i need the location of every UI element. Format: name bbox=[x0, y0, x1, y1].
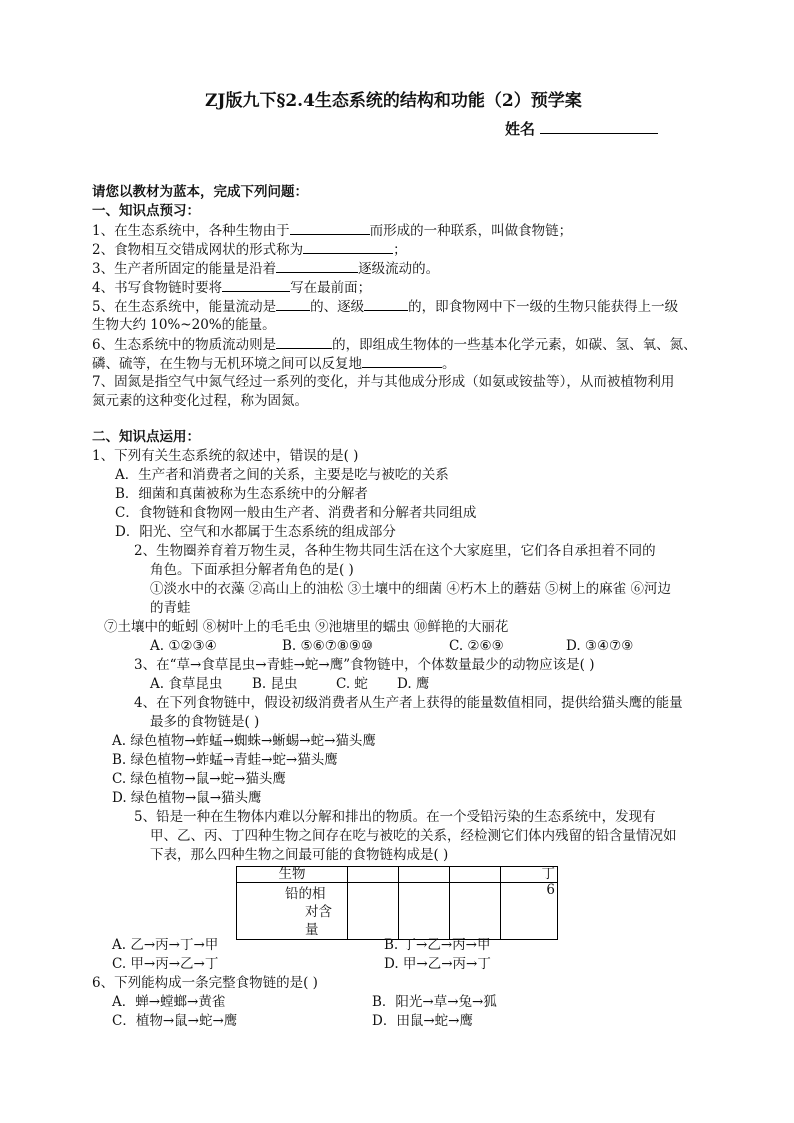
answer-blank[interactable] bbox=[362, 354, 442, 368]
table-cell bbox=[450, 883, 501, 940]
lead-content-table bbox=[236, 866, 558, 940]
s2-q4-option-b[interactable]: B. 绿色植物→蚱蜢→青蛙→蛇→猫头鹰 bbox=[112, 752, 338, 768]
s2-q5-option-b[interactable]: B. 丁→乙→丙→甲 bbox=[384, 937, 491, 953]
table-cell-ding-value: 6 bbox=[501, 883, 558, 940]
s2-q4-option-c[interactable]: C. 绿色植物→鼠→蛇→猫头鹰 bbox=[112, 771, 286, 787]
s2-q2: 2、生物圈养育着万物生灵，各种生物共同生活在这个大家庭里，它们各自承担着不同的 bbox=[134, 543, 656, 559]
s1-q5: 5、在生态系统中，能量流动是 的、逐级 的，即食物网中下一级的生物只能获得上一级 bbox=[92, 299, 679, 315]
s2-q6-option-b[interactable]: B．阳光→草→兔→狐 bbox=[372, 994, 497, 1010]
s2-q2-cont: 角色。下面承担分解者角色的是( ) bbox=[150, 562, 354, 578]
answer-blank[interactable] bbox=[276, 259, 358, 273]
s2-q1-option-c[interactable]: C．食物链和食物网一般由生产者、消费者和分解者共同组成 bbox=[115, 505, 477, 521]
row-label-line: 量 bbox=[305, 922, 319, 938]
s1-q4: 4、书写食物链时要将 写在最前面； bbox=[92, 280, 372, 296]
s2-q4-cont: 最多的食物链是( ) bbox=[150, 714, 260, 730]
s2-q4: 4、在下列食物链中，假设初级消费者从生产者上获得的能量数值相同，提供给猫头鹰的能量 bbox=[134, 695, 683, 711]
answer-blank[interactable] bbox=[290, 221, 370, 235]
s2-q1-option-b[interactable]: B．细菌和真菌被称为生态系统中的分解者 bbox=[115, 486, 368, 502]
s2-q5-option-c[interactable]: C. 甲→丙→乙→丁 bbox=[112, 956, 219, 972]
s2-q3-option-a[interactable]: A. 食草昆虫 bbox=[150, 676, 223, 692]
name-label: 姓名 bbox=[505, 120, 536, 138]
row-label-line: 铅的相 bbox=[285, 886, 326, 902]
s1-q5-cont: 生物大约 10%~20%的能量。 bbox=[92, 317, 276, 333]
answer-blank[interactable] bbox=[364, 297, 408, 311]
answer-blank[interactable] bbox=[276, 335, 332, 349]
page-title: ZJ版九下§2.4生态系统的结构和功能（2）预学案 bbox=[205, 91, 582, 111]
s2-q3-option-d[interactable]: D. 鹰 bbox=[397, 676, 430, 692]
s1-q6-cont: 磷、硫等，在生物与无机环境之间可以反复地 。 bbox=[92, 356, 456, 372]
s2-q6-option-d[interactable]: D．田鼠→蛇→鹰 bbox=[372, 1013, 473, 1029]
s2-q5-option-a[interactable]: A. 乙→丙→丁→甲 bbox=[112, 937, 219, 953]
table-header-organism: 生物 bbox=[237, 867, 348, 883]
s1-q7: 7、固氮是指空气中氮气经过一系列的变化，并与其他成分形成（如氨或铵盐等），从而被植物利用 bbox=[92, 374, 675, 390]
section2-heading: 二、知识点运用： bbox=[92, 429, 200, 445]
s2-q4-option-d[interactable]: D. 绿色植物→鼠→猫头鹰 bbox=[112, 790, 262, 806]
s2-q3: 3、在“草→食草昆虫→青蛙→蛇→鹰”食物链中，个体数量最少的动物应该是( ) bbox=[134, 657, 595, 673]
s2-q6-option-a[interactable]: A．蝉→螳螂→黄雀 bbox=[112, 994, 226, 1010]
s2-q4-option-a[interactable]: A. 绿色植物→蚱蜢→蜘蛛→蜥蜴→蛇→猫头鹰 bbox=[112, 733, 376, 749]
s2-q6-option-c[interactable]: C．植物→鼠→蛇→鹰 bbox=[112, 1013, 238, 1029]
s2-q3-option-b[interactable]: B. 昆虫 bbox=[252, 676, 298, 692]
table-header-cell bbox=[450, 867, 501, 883]
name-blank[interactable] bbox=[540, 133, 658, 134]
table-header-ding: 丁 bbox=[501, 867, 558, 883]
s1-q2: 2、食物相互交错成网状的形式称为 ； bbox=[92, 242, 407, 258]
s2-q2-option-b[interactable]: B. ⑤⑥⑦⑧⑨⑩ bbox=[282, 638, 374, 654]
s2-q5-cont: 甲、乙、丙、丁四种生物之间存在吃与被吃的关系，经检测它们体内残留的铅含量情况如 bbox=[150, 828, 677, 844]
table-cell bbox=[348, 883, 399, 940]
s2-q2-option-a[interactable]: A. ①②③④ bbox=[150, 638, 217, 654]
table-header-cell bbox=[399, 867, 450, 883]
table-row-label bbox=[237, 883, 348, 940]
row-label-line: 对含 bbox=[305, 904, 332, 920]
intro-instruction: 请您以教材为蓝本，完成下列问题： bbox=[92, 184, 308, 200]
s1-q6: 6、生态系统中的物质流动则是 的，即组成生物体的一些基本化学元素，如碳、氢、氧、氮、 bbox=[92, 337, 697, 353]
answer-blank[interactable] bbox=[276, 297, 310, 311]
section1-heading: 一、知识点预习： bbox=[92, 203, 200, 219]
s2-q2-option-c[interactable]: C. ②⑥⑨ bbox=[449, 638, 504, 654]
s2-q2-items-cont: 的青蛙 bbox=[150, 600, 191, 616]
s2-q1: 1、下列有关生态系统的叙述中，错误的是( ) bbox=[92, 448, 359, 464]
s2-q1-option-d[interactable]: D．阳光、空气和水都属于生态系统的组成部分 bbox=[115, 524, 396, 540]
s2-q6: 6、下列能构成一条完整食物链的是( ) bbox=[92, 975, 318, 991]
answer-blank[interactable] bbox=[222, 278, 290, 292]
s2-q2-items-2: ⑦土壤中的蚯蚓 ⑧树叶上的毛毛虫 ⑨池塘里的蠕虫 ⑩鲜艳的大丽花 bbox=[104, 619, 509, 635]
table-cell bbox=[399, 883, 450, 940]
answer-blank[interactable] bbox=[303, 240, 393, 254]
s2-q1-option-a[interactable]: A．生产者和消费者之间的关系，主要是吃与被吃的关系 bbox=[115, 467, 449, 483]
s1-q7-cont: 氮元素的这种变化过程，称为固氮。 bbox=[92, 393, 308, 409]
s2-q3-option-c[interactable]: C. 蛇 bbox=[336, 676, 368, 692]
s2-q5: 5、铅是一种在生物体内难以分解和排出的物质。在一个受铅污染的生态系统中，发现有 bbox=[134, 809, 656, 825]
s2-q5-cont2: 下表，那么四种生物之间最可能的食物链构成是( ) bbox=[150, 847, 449, 863]
table-header-cell bbox=[348, 867, 399, 883]
s2-q5-option-d[interactable]: D. 甲→乙→丙→丁 bbox=[384, 956, 491, 972]
s2-q2-option-d[interactable]: D. ③④⑦⑨ bbox=[566, 638, 634, 654]
s1-q1: 1、在生态系统中，各种生物由于 而形成的一种联系，叫做食物链； bbox=[92, 223, 573, 239]
s2-q2-items: ①淡水中的衣藻 ②高山上的油松 ③土壤中的细菌 ④朽木上的蘑菇 ⑤树上的麻雀 ⑥河边 bbox=[150, 581, 671, 597]
s1-q3: 3、生产者所固定的能量是沿着 逐级流动的。 bbox=[92, 261, 440, 277]
